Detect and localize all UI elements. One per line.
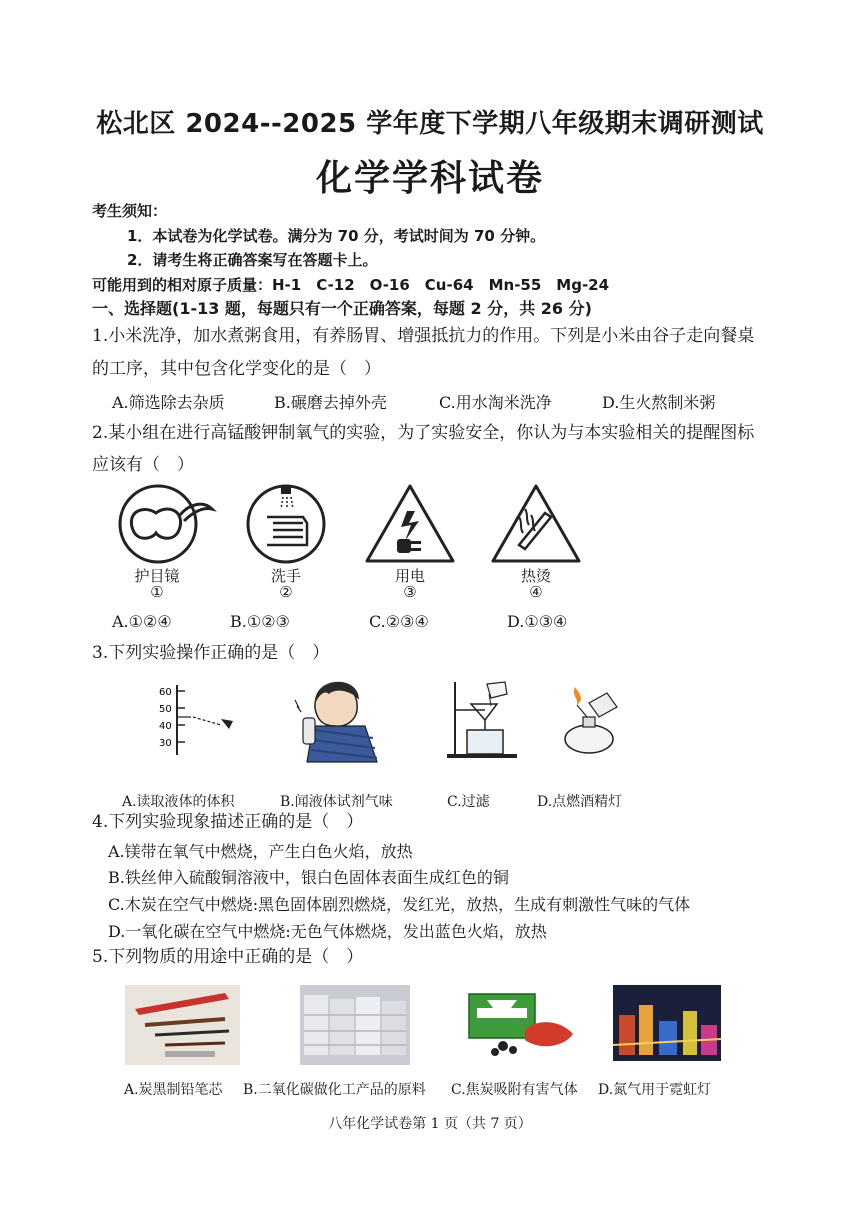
section-heading: 一、选择题(1-13 题，每题只有一个正确答案，每题 2 分，共 26 分) — [92, 299, 592, 318]
chemical-factory-photo — [300, 985, 410, 1065]
alcohol-lamp-illustration — [555, 683, 625, 759]
q1-stem-line2: 的工序，其中包含化学变化的是（ ） — [92, 359, 381, 379]
q5-caption-d[interactable]: D.氮气用于霓虹灯 — [598, 1082, 712, 1098]
tick-40: 40 — [159, 721, 172, 732]
q1-option-d[interactable]: D.生火熬制米粥 — [602, 393, 716, 412]
smelling-boy-illustration — [285, 668, 385, 764]
q4-option-a[interactable]: A.镁带在氧气中燃烧，产生白色火焰，放热 — [108, 842, 413, 861]
q4-stem: 4.下列实验现象描述正确的是（ ） — [92, 812, 364, 832]
electric-warning-icon — [363, 483, 457, 565]
page-footer: 八年化学试卷第 1 页（共 7 页） — [328, 1116, 532, 1132]
q2-option-b[interactable]: B.①②③ — [230, 612, 290, 631]
q4-option-d[interactable]: D.一氧化碳在空气中燃烧:无色气体燃烧，发出蓝色火焰，放热 — [108, 922, 547, 941]
q4-option-b[interactable]: B.铁丝伸入硫酸铜溶液中，银白色固体表面生成红色的铜 — [108, 868, 509, 887]
exam-title: 松北区 2024--2025 学年度下学期八年级期末调研测试 — [96, 109, 764, 139]
q1-stem-line1: 1.小米洗净，加水煮粥食用，有养肠胃、增强抵抗力的作用。下列是小米由谷子走向餐桌 — [92, 326, 755, 346]
q5-stem: 5.下列物质的用途中正确的是（ ） — [92, 947, 364, 967]
sign-num-3: ③ — [403, 583, 417, 601]
tick-60: 60 — [159, 687, 172, 698]
notice-item-2: 2．请考生将正确答案写在答题卡上。 — [127, 251, 378, 269]
q1-options — [112, 390, 792, 414]
q2-option-d[interactable]: D.①③④ — [507, 612, 568, 631]
tick-30: 30 — [159, 738, 172, 749]
notice-item-1: 1．本试卷为化学试卷。满分为 70 分，考试时间为 70 分钟。 — [127, 227, 546, 245]
q2-option-a[interactable]: A.①②④ — [112, 612, 172, 631]
q2-stem-line2: 应该有（ ） — [92, 455, 194, 475]
sign-label-3: 用电 — [394, 567, 425, 585]
q3-caption-b[interactable]: B.闻液体试剂气味 — [280, 794, 393, 810]
q5-caption-a[interactable]: A.炭黑制铅笔芯 — [124, 1082, 223, 1098]
q1-option-b[interactable]: B.碾磨去掉外壳 — [274, 393, 387, 412]
subject-title: 化学学科试卷 — [315, 157, 544, 199]
atomic-masses: 可能用到的相对原子质量：H-1 C-12 O-16 Cu-64 Mn-55 Mg-24 — [92, 276, 610, 294]
neon-lights-photo — [613, 985, 721, 1061]
sign-label-4: 热烫 — [520, 567, 551, 585]
charcoal-package-photo — [465, 990, 580, 1060]
goggles-icon — [118, 483, 218, 565]
sign-num-4: ④ — [529, 583, 543, 601]
q1-option-a[interactable]: A.筛选除去杂质 — [112, 393, 225, 412]
q4-option-c[interactable]: C.木炭在空气中燃烧:黑色固体剧烈燃烧，发红光，放热，生成有刺激性气味的气体 — [108, 895, 691, 914]
hand-wash-icon — [245, 483, 327, 565]
q3-caption-d[interactable]: D.点燃酒精灯 — [537, 794, 623, 810]
q3-caption-a[interactable]: A.读取液体的体积 — [122, 794, 235, 810]
filtration-illustration — [445, 680, 525, 760]
sign-num-2: ② — [279, 583, 293, 601]
notice-heading: 考生须知： — [92, 202, 168, 220]
sign-label-2: 洗手 — [270, 567, 301, 585]
graduated-cylinder-illustration — [155, 683, 245, 759]
q5-caption-c[interactable]: C.焦炭吸附有害气体 — [451, 1082, 578, 1098]
tick-50: 50 — [159, 704, 172, 715]
pencil-lead-photo — [125, 985, 240, 1065]
q5-caption-b[interactable]: B.二氧化碳做化工产品的原料 — [243, 1082, 426, 1098]
q2-stem-line1: 2.某小组在进行高锰酸钾制氧气的实验，为了实验安全，你认为与本实验相关的提醒图标 — [92, 423, 755, 443]
sign-num-1: ① — [150, 583, 164, 601]
hot-warning-icon — [489, 483, 583, 565]
q3-caption-c[interactable]: C.过滤 — [447, 794, 490, 810]
q3-stem: 3.下列实验操作正确的是（ ） — [92, 643, 330, 663]
q2-options — [112, 612, 792, 636]
q1-option-c[interactable]: C.用水淘米洗净 — [439, 393, 552, 412]
q2-option-c[interactable]: C.②③④ — [369, 612, 429, 631]
sign-label-1: 护目镜 — [134, 567, 180, 585]
